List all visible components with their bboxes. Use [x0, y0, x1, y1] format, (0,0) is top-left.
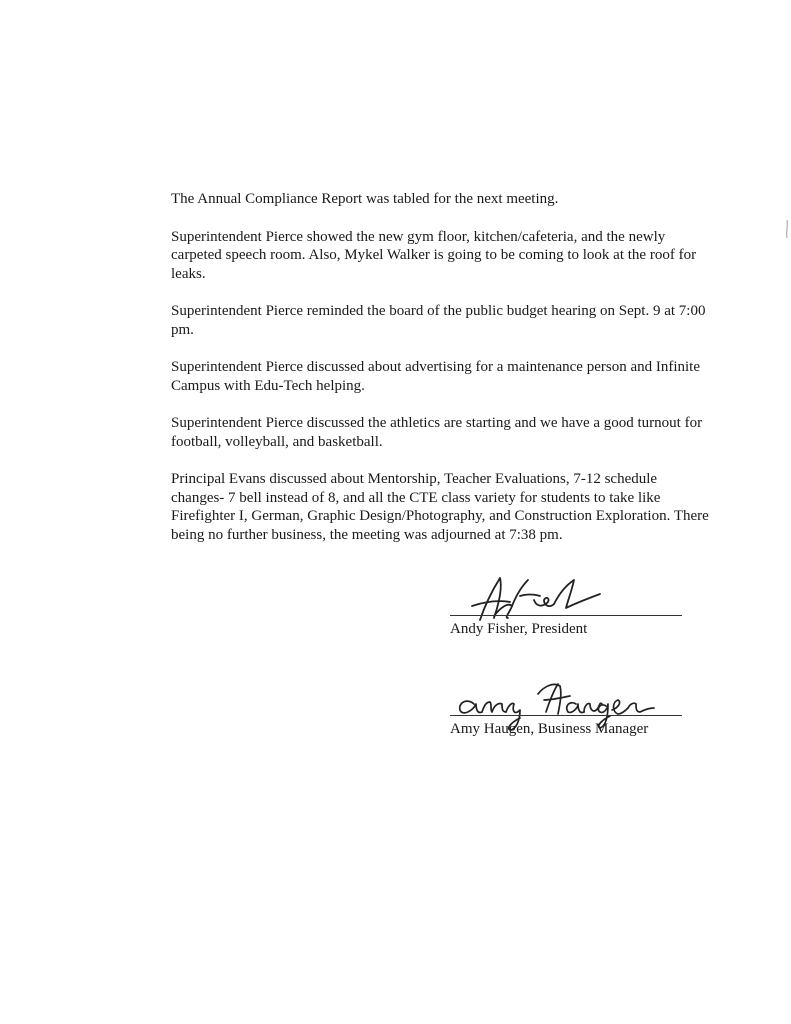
paragraph-facilities: Superintendent Pierce showed the new gym floor, kitchen/cafeteria, and the newly carpeted speech room. Also, Mykel Walker is going to be coming to look at the roof for leaks. [171, 228, 697, 282]
minutes-body [171, 190, 711, 563]
paragraph-athletics: Superintendent Pierce discussed the athletics are starting and we have a good turnout for football, volleyball, and basketball. [171, 415, 703, 450]
president-signature-line [450, 615, 682, 616]
paragraph-advertising: Superintendent Pierce discussed about advertising for a maintenance person and Infinite Campus with Edu-Tech helping. [171, 359, 700, 394]
paragraph-principal-report: Principal Evans discussed about Mentorship, Teacher Evaluations, 7-12 schedule changes- 7 bell instead of 8, and all the CTE class variety for students to take like Firefighter I, German, Graphic Design/Photography, and Construction Exploration. There being no further business, the meeting was adjourned at 7:38 pm. [171, 471, 709, 543]
business-manager-name-title: Amy Haugen, Business Manager [450, 721, 649, 737]
president-name-title: Andy Fisher, President [450, 621, 588, 637]
paragraph-budget-hearing: Superintendent Pierce reminded the board of the public budget hearing on Sept. 9 at 7:00 pm. [171, 303, 706, 338]
business-manager-signature-line [450, 715, 682, 716]
paragraph-compliance-report: The Annual Compliance Report was tabled for the next meeting. [171, 191, 559, 207]
scan-edge-mark [785, 218, 789, 240]
